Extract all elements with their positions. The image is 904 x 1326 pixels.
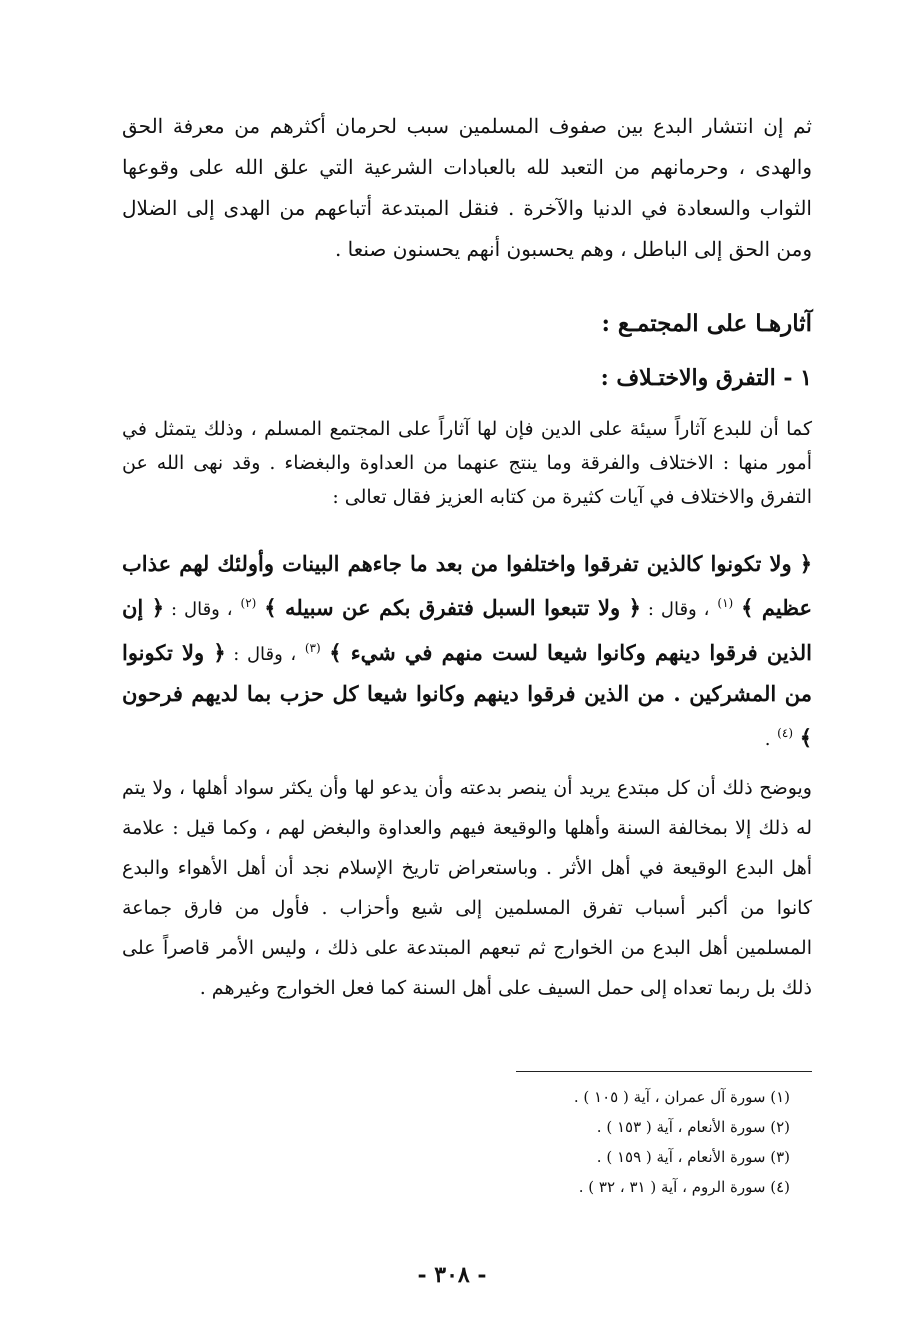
footnote-divider [516,1071,812,1072]
verse-1: ﴿ ولا تكونوا كالذين تفرقوا واختلفوا من بعد ما جاءهم البينات وأولئك لهم عذاب عظيم ﴾ [122,551,812,620]
footnote-3: (٣) سورة الأنعام ، آية ( ١٥٩ ) . [596,1148,790,1166]
footnote-ref-4: (٤) [777,726,793,740]
footnote-ref-2: (٢) [240,596,257,610]
section-heading: آثارهـا على المجتمـع : [601,310,812,337]
verse-4: ﴿ ولا تكونوا من المشركين . من الذين فرقوا دينهم وكانوا شيعا كل حزب بما لديهم فرحون ﴾ [122,640,812,750]
paragraph-division: كما أن للبدع آثاراً سيئة على الدين فإن لها آثاراً على المجتمع المسلم ، وذلك يتمثل في أمور منها : الاختلاف والفرقة وما ينتج عنهما من العداوة والبغضاء . وقد نهى الله عن التفرق والاختلاف في آيات كثيرة من كتابه العزيز فقال تعالى : [122,418,812,508]
connector-4: . [764,729,771,750]
connector-1: ، وقال : [640,599,710,620]
footnote-2: (٢) سورة الأنعام ، آية ( ١٥٣ ) . [596,1118,790,1136]
subsection-heading: ١ - التفرق والاختـلاف : [600,365,812,391]
footnote-4: (٤) سورة الروم ، آية ( ٣١ ، ٣٢ ) . [578,1178,790,1196]
quran-verses [122,544,812,759]
verse-3: ﴿ إن الذين فرقوا دينهم وكانوا شيعا لست منهم في شيء ﴾ [122,595,812,665]
paragraph-intro: ثم إن انتشار البدع بين صفوف المسلمين سبب لحرمان أكثرهم من معرفة الحق والهدى ، وحرمانهم من التعبد لله بالعبادات الشرعية التي علق الله على وقوعها الثواب والسعادة في الدنيا والآخرة . فنقل المبتدعة أتباعهم من الهدى إلى الضلال ومن الحق إلى الباطل ، وهم يحسبون أنهم يحسنون صنعا . [122,114,812,261]
connector-3: ، وقال : [225,644,297,665]
verse-2: ﴿ ولا تتبعوا السبل فتفرق بكم عن سبيله ﴾ [264,595,641,620]
footnotes [430,1082,790,1202]
footnote-1: (١) سورة آل عمران ، آية ( ١٠٥ ) . [573,1088,790,1106]
footnote-ref-3: (٣) [304,641,321,655]
paragraph-explanation: ويوضح ذلك أن كل مبتدع يريد أن ينصر بدعته وأن يدعو لها وأن يكثر سواد أهلها ، ولا يتم له ذلك إلا بمخالفة السنة وأهلها والوقيعة فيهم والعداوة والبغض لهم ، وكما قيل : علامة أهل البدع الوقيعة في أهل الأثر . وباستعراض تاريخ الإسلام نجد أن أهل الأهواء والبدع كانوا من أكبر أسباب تفرق المسلمين إلى شيع وأحزاب . فأول من فارق جماعة المسلمين أهل البدع من الخوارج ثم تبعهم المبتدعة على ذلك ، وليس الأمر قاصراً على ذلك بل ربما تعداه إلى حمل السيف على أهل السنة كما فعل الخوارج وغيرهم . [122,777,812,999]
footnote-ref-1: (١) [717,596,734,610]
page-number: - ٣٠٨ - [417,1262,487,1288]
connector-2: ، وقال : [164,599,233,620]
